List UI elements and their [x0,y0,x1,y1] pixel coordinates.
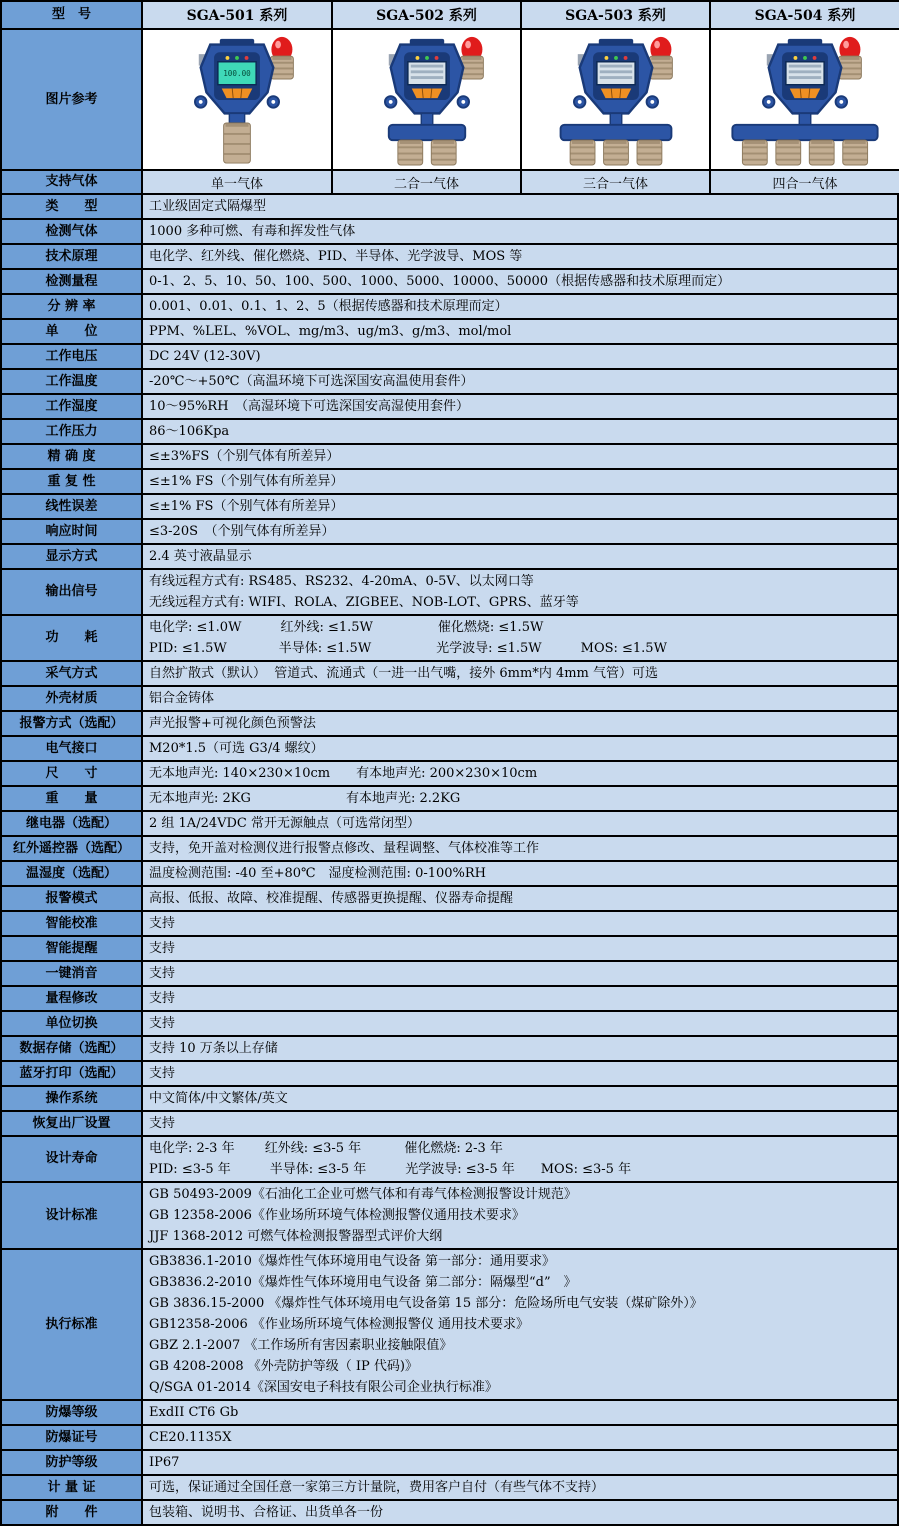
spec-row-value [143,520,897,543]
spec-row [2,616,897,662]
product-image-sga503 [522,30,711,169]
spec-row-value-line: -20℃～+50℃（高温环境下可选深国安高温使用套件） [149,374,474,389]
spec-row-value [143,837,897,860]
spec-row-value-line: 10～95%RH （高湿环境下可选深国安高湿使用套件） [149,399,470,414]
gas-value-2in1: 二合一气体 [333,171,522,193]
spec-row-value [143,987,897,1010]
spec-row-label: 附 件 [2,1501,143,1524]
spec-row-label: 检测气体 [2,220,143,243]
spec-row-label: 设计寿命 [2,1137,143,1181]
spec-row-value-line: ≤±1% FS（个别气体有所差异） [149,499,344,514]
spec-row [2,1451,897,1476]
spec-row-value [143,245,897,268]
spec-row [2,1037,897,1062]
gas-detector-illustration [530,33,702,167]
model-name-sga502: SGA-502 系列 [333,2,522,28]
spec-row-value-line: 2 组 1A/24VDC 常开无源触点（可选常闭型） [149,816,421,831]
spec-row-label: 防护等级 [2,1451,143,1474]
spec-row-value-line: GB3836.1-2010《爆炸性气体环境用电气设备 第一部分：通用要求》 [149,1254,556,1269]
spec-row [2,887,897,912]
spec-row [2,570,897,616]
spec-row-label: 采气方式 [2,662,143,685]
model-name-sga504: SGA-504 系列 [711,2,899,28]
spec-row [2,520,897,545]
spec-row [2,987,897,1012]
spec-row-label: 温湿度（选配） [2,862,143,885]
spec-row [2,737,897,762]
spec-row [2,712,897,737]
spec-row-value [143,1062,897,1085]
spec-row [2,1250,897,1401]
spec-row-value-line: 铝合金铸体 [149,691,215,706]
spec-row-value [143,1012,897,1035]
supported-gas-row [2,171,897,195]
spec-row-label: 尺 寸 [2,762,143,785]
spec-row-value-line: 支持，免开盖对检测仪进行报警点修改、量程调整、气体校准等工作 [149,841,540,856]
spec-row [2,445,897,470]
spec-row [2,270,897,295]
spec-row-label: 技术原理 [2,245,143,268]
spec-row-value [143,545,897,568]
gas-detector-illustration [719,33,891,167]
spec-row [2,1012,897,1037]
spec-row-label: 重 量 [2,787,143,810]
spec-row [2,195,897,220]
spec-row-value [143,1426,897,1449]
spec-row-value-line: CE20.1135X [149,1430,232,1445]
spec-row-label: 恢复出厂设置 [2,1112,143,1135]
spec-row-value [143,887,897,910]
spec-row-value-line: 工业级固定式隔爆型 [149,199,267,214]
spec-row-label: 计 量 证 [2,1476,143,1499]
model-header-row [2,2,897,30]
spec-row-value-line: 支持 [149,916,176,931]
spec-row [2,245,897,270]
spec-row [2,470,897,495]
spec-row-value [143,345,897,368]
spec-row-value-line: 支持 [149,941,176,956]
spec-row-value [143,787,897,810]
spec-row [2,1501,897,1524]
spec-row-value-line: GB12358-2006 《作业场所环境气体检测报警仪 通用技术要求》 [149,1317,530,1332]
spec-row [2,937,897,962]
spec-row-label: 量程修改 [2,987,143,1010]
spec-row [2,762,897,787]
spec-row-value [143,737,897,760]
spec-row-value-line: 高报、低报、故障、校准提醒、传感器更换提醒、仪器寿命提醒 [149,891,514,906]
spec-row-value [143,395,897,418]
spec-row [2,912,897,937]
spec-row-value-line: 电化学、红外线、催化燃烧、PID、半导体、光学波导、MOS 等 [149,249,523,264]
spec-row-label: 蓝牙打印（选配） [2,1062,143,1085]
spec-row-label: 输出信号 [2,570,143,614]
spec-row-label: 报警方式（选配） [2,712,143,735]
spec-row-value [143,1087,897,1110]
spec-row [2,1476,897,1501]
spec-row-value-line: ≤3-20S （个别气体有所差异） [149,524,335,539]
spec-row [2,812,897,837]
spec-row-label: 智能校准 [2,912,143,935]
spec-row-value-line: DC 24V (12-30V) [149,349,261,364]
row-label-gas: 支持气体 [2,171,143,193]
spec-row-value [143,1037,897,1060]
spec-row [2,687,897,712]
spec-row [2,862,897,887]
spec-row-value-line: 0.001、0.01、0.1、1、2、5（根据传感器和技术原理而定） [149,299,508,314]
spec-row-value-line: 支持 [149,966,176,981]
spec-row-value [143,295,897,318]
spec-row [2,370,897,395]
spec-row-value [143,912,897,935]
spec-row-label: 一键消音 [2,962,143,985]
model-name-sga503: SGA-503 系列 [522,2,711,28]
spec-row-value-line: M20*1.5（可选 G3/4 螺纹） [149,741,324,756]
spec-row-value-line: 有线远程方式有: RS485、RS232、4-20mA、0-5V、以太网口等 [149,574,534,589]
product-image-row [2,30,897,171]
spec-row-value [143,712,897,735]
spec-row-value [143,937,897,960]
spec-row [2,320,897,345]
spec-row-value [143,420,897,443]
spec-row-value [143,270,897,293]
spec-row-value-line: 中文简体/中文繁体/英文 [149,1091,288,1106]
spec-row-label: 外壳材质 [2,687,143,710]
spec-row-value-line: 支持 [149,991,176,1006]
spec-row-value-line: GB3836.2-2010《爆炸性气体环境用电气设备 第二部分：隔爆型“d” 》 [149,1275,577,1290]
spec-row-value-line: 声光报警+可视化颜色预警法 [149,716,316,731]
spec-row-value-line: Q/SGA 01-2014《深国安电子科技有限公司企业执行标准》 [149,1380,498,1395]
spec-row-value [143,570,897,614]
spec-row-label: 操作系统 [2,1087,143,1110]
spec-row [2,1426,897,1451]
spec-row-value [143,1112,897,1135]
gas-value-4in1: 四合一气体 [711,171,899,193]
spec-row-label: 分 辨 率 [2,295,143,318]
spec-row [2,837,897,862]
spec-row [2,1183,897,1250]
spec-row-value-line: 温度检测范围: -40 至+80℃ 湿度检测范围: 0-100%RH [149,866,487,881]
spec-row-label: 重 复 性 [2,470,143,493]
spec-row-value-line: GB 3836.15-2000 《爆炸性气体环境用电气设备第 15 部分：危险场所电气安装（煤矿除外）》 [149,1296,703,1311]
spec-row [2,1401,897,1426]
spec-row-value-line: 无本地声光: 140×230×10cm 有本地声光: 200×230×10cm [149,766,538,781]
row-label-images: 图片参考 [2,30,143,169]
spec-row-value [143,812,897,835]
spec-row-value [143,862,897,885]
spec-row [2,1062,897,1087]
spec-row [2,220,897,245]
spec-row-value-line: 可选，保证通过全国任意一家第三方计量院，费用客户自付（有些气体不支持） [149,1480,605,1495]
gas-detector-illustration [151,33,323,167]
spec-row-label: 智能提醒 [2,937,143,960]
spec-row-value [143,1476,897,1499]
spec-row-value-line: GB 4208-2008 《外壳防护等级（ IP 代码)》 [149,1359,418,1374]
product-image-sga502 [333,30,522,169]
spec-row-value [143,1250,897,1399]
spec-row [2,1087,897,1112]
spec-row-value [143,616,897,660]
spec-row-value [143,1183,897,1248]
spec-row [2,495,897,520]
svg-text:100.00: 100.00 [223,68,251,78]
model-name-sga501: SGA-501 系列 [143,2,333,28]
spec-row-value-line: GB 50493-2009《石油化工企业可燃气体和有毒气体检测报警设计规范》 [149,1187,577,1202]
spec-row-value-line: 86～106Kpa [149,424,230,439]
spec-row-value-line: 无线远程方式有: WIFI、ROLA、ZIGBEE、NOB-LOT、GPRS、蓝牙等 [149,595,579,610]
spec-row-value [143,195,897,218]
spec-row-label: 工作湿度 [2,395,143,418]
spec-row-label: 单位切换 [2,1012,143,1035]
spec-row-value [143,1401,897,1424]
spec-row-value-line: PID: ≤3-5 年 半导体: ≤3-5 年 光学波导: ≤3-5 年 MOS: ≤3-5 年 [149,1162,632,1177]
spec-row [2,962,897,987]
spec-row-label: 精 确 度 [2,445,143,468]
spec-row-value [143,1137,897,1181]
spec-row-label: 防爆等级 [2,1401,143,1424]
spec-row-value [143,220,897,243]
spec-row-label: 执行标准 [2,1250,143,1399]
spec-row-value [143,470,897,493]
spec-row-label: 类 型 [2,195,143,218]
spec-row-value-line: 包装箱、说明书、合格证、出货单各一份 [149,1505,384,1520]
spec-row-value-line: ≤±1% FS（个别气体有所差异） [149,474,344,489]
spec-row-value-line: ExdII CT6 Gb [149,1405,239,1420]
spec-row-value [143,495,897,518]
spec-row [2,395,897,420]
spec-row-label: 工作电压 [2,345,143,368]
spec-row-value [143,962,897,985]
spec-row-value-line: 1000 多种可燃、有毒和挥发性气体 [149,224,356,239]
spec-row-value-line: 支持 [149,1116,176,1131]
gas-detector-illustration [341,33,513,167]
spec-row-value [143,687,897,710]
spec-row [2,787,897,812]
spec-row-label: 报警模式 [2,887,143,910]
spec-row-label: 显示方式 [2,545,143,568]
spec-row-value-line: GB 12358-2006《作业场所环境气体检测报警仪通用技术要求》 [149,1208,525,1223]
spec-row-value [143,370,897,393]
spec-row-value-line: PPM、%LEL、%VOL、mg/m3、ug/m3、g/m3、mol/mol [149,324,512,339]
spec-row-value-line: IP67 [149,1455,180,1470]
spec-row-label: 单 位 [2,320,143,343]
spec-row-label: 电气接口 [2,737,143,760]
gas-value-single: 单一气体 [143,171,333,193]
spec-row-label: 工作压力 [2,420,143,443]
gas-value-3in1: 三合一气体 [522,171,711,193]
spec-row-value-line: 0-1、2、5、10、50、100、500、1000、5000、10000、50000（根据传感器和技术原理而定） [149,274,731,289]
spec-row-value [143,320,897,343]
spec-row-value [143,762,897,785]
spec-row [2,662,897,687]
spec-row-value-line: 无本地声光: 2KG 有本地声光: 2.2KG [149,791,461,806]
spec-row-value-line: 电化学: ≤1.0W 红外线: ≤1.5W 催化燃烧: ≤1.5W [149,620,544,635]
spec-row-label: 工作温度 [2,370,143,393]
spec-row [2,1112,897,1137]
spec-row-value-line: 支持 10 万条以上存储 [149,1041,278,1056]
spec-row-label: 红外遥控器（选配） [2,837,143,860]
spec-rows-container [2,195,897,1524]
spec-row-label: 数据存储（选配） [2,1037,143,1060]
spec-row-value [143,1451,897,1474]
spec-row-value [143,1501,897,1524]
spec-row-label: 设计标准 [2,1183,143,1248]
spec-row-value-line: 支持 [149,1066,176,1081]
spec-row [2,545,897,570]
spec-row [2,295,897,320]
product-image-sga504 [711,30,899,169]
spec-row-value-line: JJF 1368-2012 可燃气体检测报警器型式评价大纲 [149,1229,443,1244]
spec-row-value-line: PID: ≤1.5W 半导体: ≤1.5W 光学波导: ≤1.5W MOS: ≤1.5W [149,641,667,656]
spec-row-value-line: 2.4 英寸液晶显示 [149,549,252,564]
spec-row-value [143,662,897,685]
spec-row-value-line: ≤±3%FS（个别气体有所差异） [149,449,340,464]
spec-row [2,345,897,370]
spec-row-label: 响应时间 [2,520,143,543]
spec-row-label: 继电器（选配） [2,812,143,835]
spec-row-value-line: GBZ 2.1-2007 《工作场所有害因素职业接触限值》 [149,1338,453,1353]
spec-row-label: 功 耗 [2,616,143,660]
product-image-sga501 [143,30,333,169]
spec-row-label: 防爆证号 [2,1426,143,1449]
spec-row-label: 线性误差 [2,495,143,518]
spec-row [2,420,897,445]
spec-row [2,1137,897,1183]
spec-row-label: 检测量程 [2,270,143,293]
row-label-model: 型 号 [2,2,143,28]
spec-row-value-line: 支持 [149,1016,176,1031]
spec-row-value [143,445,897,468]
spec-row-value-line: 自然扩散式（默认） 管道式、流通式（一进一出气嘴，接外 6mm*内 4mm 气管）可选 [149,666,659,681]
spec-row-value-line: 电化学: 2-3 年 红外线: ≤3-5 年 催化燃烧: 2-3 年 [149,1141,503,1156]
